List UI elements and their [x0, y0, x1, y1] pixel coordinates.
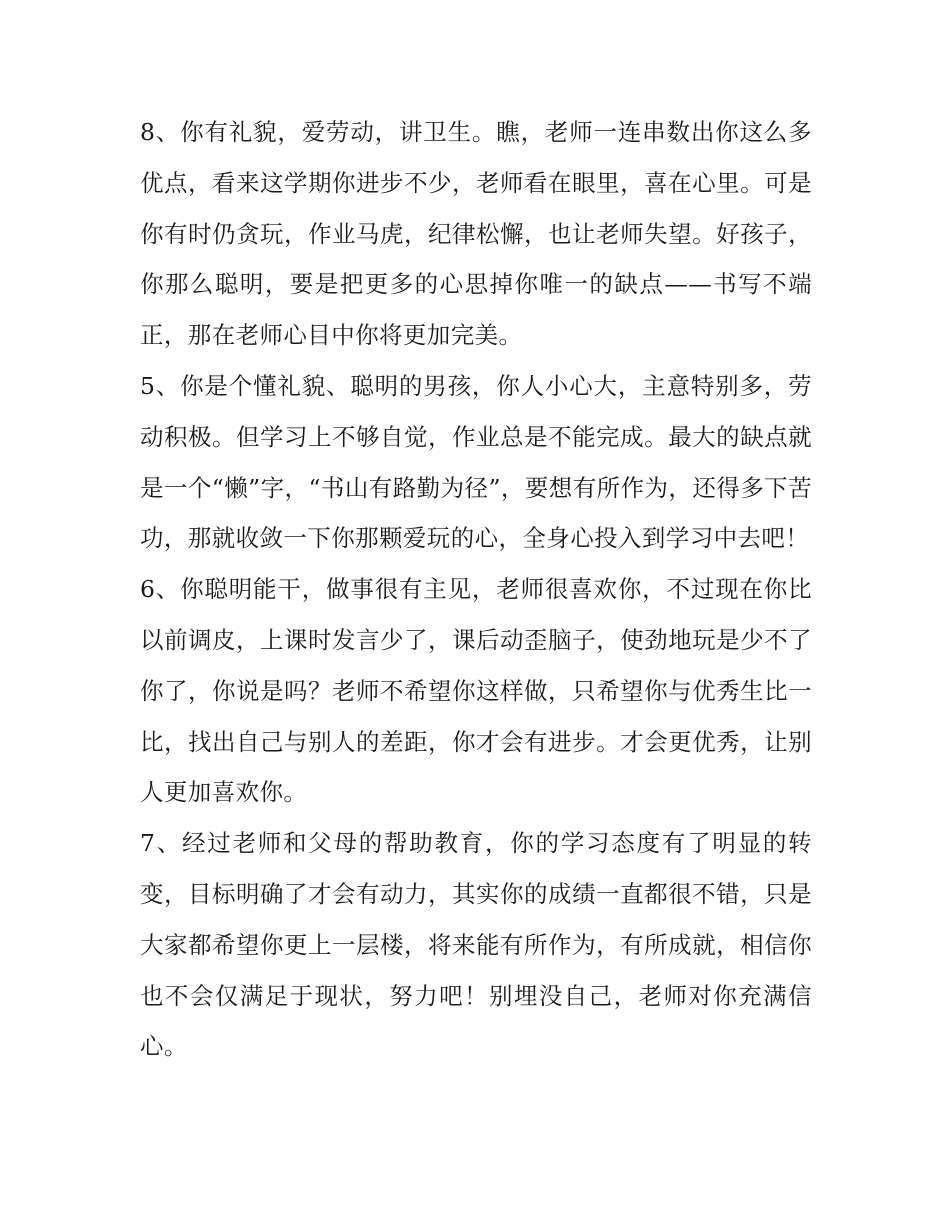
document-body [140, 107, 812, 1072]
comment-paragraph-6: 6、你聪明能干，做事很有主见，老师很喜欢你，不过现在你比以前调皮，上课时发言少了，课后动歪脑子，使劲地玩是少不了你了，你说是吗？老师不希望你这样做，只希望你与优秀生比一比，找出自己与别人的差距，你才会有进步。才会更优秀，让别人更加喜欢你。 [140, 575, 812, 807]
comment-paragraph-5: 5、你是个懂礼貌、聪明的男孩，你人小心大，主意特别多，劳动积极。但学习上不够自觉，作业总是不能完成。最大的缺点就是一个“懒”字，“书山有路勤为径”，要想有所作为，还得多下苦功，那就收敛一下你那颗爱玩的心，全身心投入到学习中去吧！ [140, 371, 812, 553]
comment-paragraph-7: 7、经过老师和父母的帮助教育，你的学习态度有了明显的转变，目标明确了才会有动力，其实你的成绩一直都很不错，只是大家都希望你更上一层楼，将来能有所作为，有所成就，相信你也不会仅满足于现状，努力吧！别埋没自己，老师对你充满信心。 [140, 829, 812, 1061]
comment-paragraph-8: 8、你有礼貌，爱劳动，讲卫生。瞧，老师一连串数出你这么多优点，看来这学期你进步不少，老师看在眼里，喜在心里。可是你有时仍贪玩，作业马虎，纪律松懈，也让老师失望。好孩子，你那么聪明，要是把更多的心思掉你唯一的缺点——书写不端正，那在老师心目中你将更加完美。 [140, 118, 812, 350]
